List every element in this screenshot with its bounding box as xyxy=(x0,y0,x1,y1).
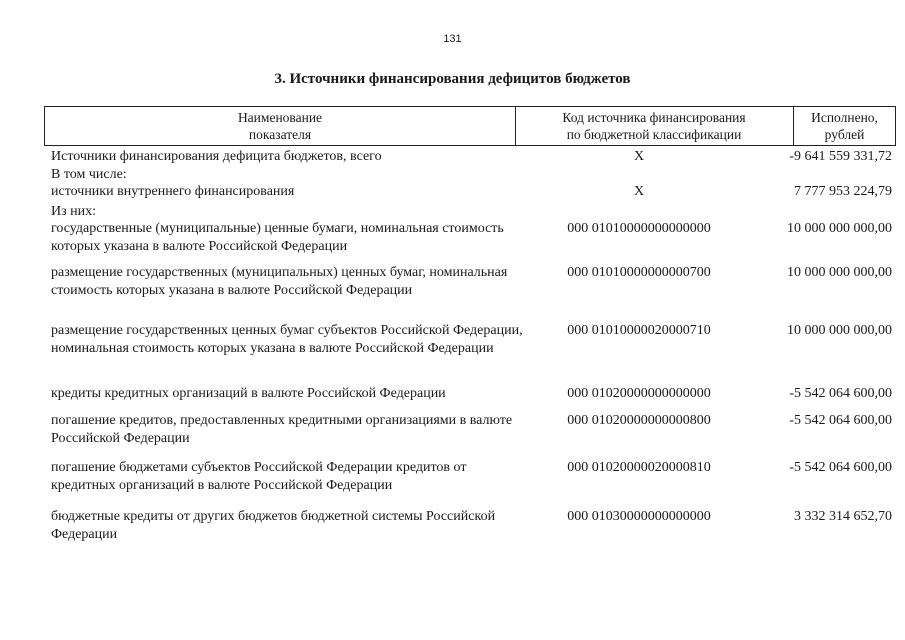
row-name: источники внутреннего финансирования xyxy=(51,184,295,199)
row-name: государственные (муниципальные) ценные бумаги, номинальная стоимость которых указана в валюте Российской Федерации xyxy=(51,221,504,254)
row-amount: 10 000 000 000,00 xyxy=(787,221,892,236)
row-name: размещение государственных (муниципальных) ценных бумаг, номинальная стоимость которых указана в валюте Российской Федерации xyxy=(51,265,508,298)
row-amount: 10 000 000 000,00 xyxy=(787,265,892,280)
row-code: X xyxy=(633,149,645,164)
row-code: 000 01010000000000000 xyxy=(567,221,711,236)
row-code: 000 01020000000000800 xyxy=(567,413,711,428)
header-amount: Исполнено, рублей xyxy=(811,110,878,142)
section-title: 3. Источники финансирования дефицитов бюджетов xyxy=(274,71,631,87)
row-code: 000 01010000020000710 xyxy=(567,323,711,338)
header-name-cell xyxy=(45,107,516,145)
header-amount-cell xyxy=(794,107,895,145)
row-amount: -5 542 064 600,00 xyxy=(789,413,892,428)
row-name: погашение кредитов, предоставленных кредитными организациями в валюте Российской Федерации xyxy=(51,413,513,446)
row-name: размещение государственных ценных бумаг субъектов Российской Федерации, номинальная стоимость которых указана в валюте Российской Федерации xyxy=(51,323,523,356)
table-header xyxy=(44,106,896,146)
row-name: Источники финансирования дефицита бюджетов, всего xyxy=(51,149,382,164)
row-code: X xyxy=(633,184,645,199)
header-code-cell xyxy=(515,107,794,145)
row-name: кредиты кредитных организаций в валюте Российской Федерации xyxy=(51,386,446,401)
header-code-line2: по бюджетной классификации xyxy=(566,127,742,142)
row-code: 000 01020000020000810 xyxy=(567,460,711,475)
in-total-label: В том числе: xyxy=(51,167,127,182)
header-name-line2: показателя xyxy=(248,127,312,142)
row-code: 000 01020000000000000 xyxy=(567,386,711,401)
row-amount: -5 542 064 600,00 xyxy=(789,386,892,401)
row-name: бюджетные кредиты от других бюджетов бюджетной системы Российской Федерации xyxy=(51,509,496,542)
row-amount: -9 641 559 331,72 xyxy=(789,149,892,164)
row-amount: -5 542 064 600,00 xyxy=(789,460,892,475)
header-code-line1: Код источника финансирования xyxy=(562,110,746,125)
of-which-label: Из них: xyxy=(51,204,97,219)
page-number: 131 xyxy=(443,33,462,45)
row-code: 000 01010000000000700 xyxy=(567,265,711,280)
row-amount: 10 000 000 000,00 xyxy=(787,323,892,338)
row-amount: 3 332 314 652,70 xyxy=(794,509,892,524)
header-name-line1: Наименование xyxy=(237,110,323,125)
row-code: 000 01030000000000000 xyxy=(567,509,711,524)
row-name: погашение бюджетами субъектов Российской Федерации кредитов от кредитных организаций в валюте Российской Федерации xyxy=(51,460,467,493)
row-amount: 7 777 953 224,79 xyxy=(794,184,892,199)
